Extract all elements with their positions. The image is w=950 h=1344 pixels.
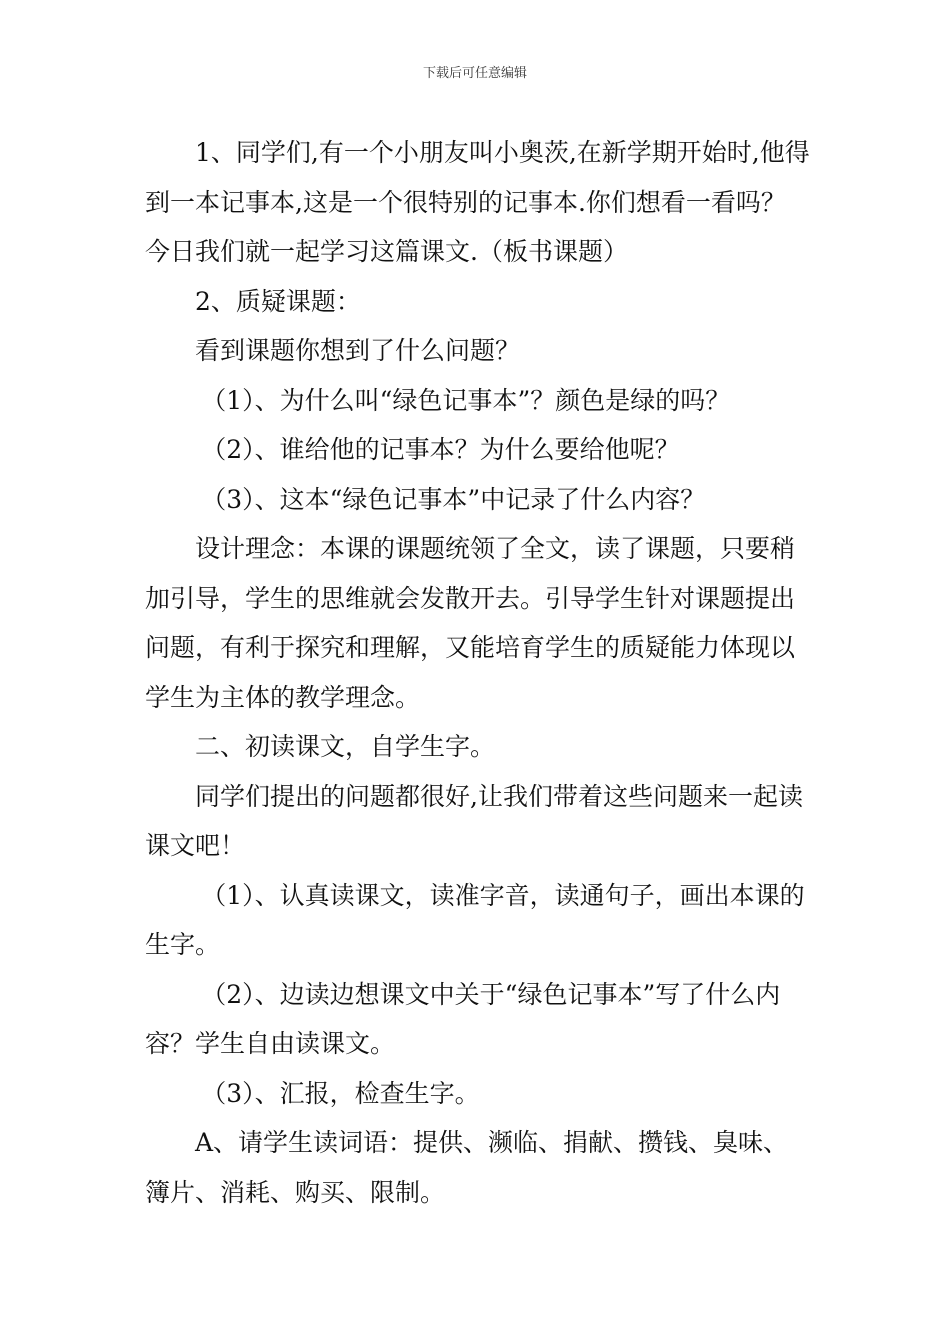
list-item-reading-1: （1）、认真读课文，读准字音，读通句子，画出本课的生字。 xyxy=(145,880,805,959)
list-item-question-1: （1）、为什么叫“绿色记事本”？颜色是绿的吗？ xyxy=(201,385,731,415)
paragraph-question-heading: 2、质疑课题： xyxy=(195,286,361,316)
paragraph-reading-intro: 同学们提出的问题都很好,让我们带着这些问题来一起读课文吧！ xyxy=(145,781,803,860)
list-item-question-3: （3）、这本“绿色记事本”中记录了什么内容？ xyxy=(201,484,706,514)
section-heading-first-reading: 二、初读课文，自学生字。 xyxy=(195,732,496,761)
paragraph-question-prompt: 看到课题你想到了什么问题？ xyxy=(195,336,521,365)
list-item-question-2: （2）、谁给他的记事本？为什么要给他呢？ xyxy=(201,435,680,464)
list-item-reading-2: （2）、边读边想课文中关于“绿色记事本”写了什么内容？学生自由读课文。 xyxy=(145,979,781,1058)
page-header: 下载后可任意编辑 xyxy=(422,66,527,81)
document-body xyxy=(145,128,810,1217)
paragraph-design-concept: 设计理念：本课的课题统领了全文，读了课题，只要稍加引导，学生的思维就会发散开去。引导学生针对课题提出问题，有利于探究和理解，又能培育学生的质疑能力体现以学生为主体的教学理念。 xyxy=(145,534,796,712)
paragraph-intro: 1、同学们,有一个小朋友叫小奥茨,在新学期开始时,他得到一本记事本,这是一个很特别的记事本.你们想看一看吗？今日我们就一起学习这篇课文.（板书课题） xyxy=(145,138,810,266)
paragraph-vocabulary: A、请学生读词语：提供、濒临、捐献、攒钱、臭味、簿片、消耗、购买、限制。 xyxy=(145,1128,789,1207)
list-item-reading-3: （3）、汇报，检查生字。 xyxy=(201,1078,480,1108)
